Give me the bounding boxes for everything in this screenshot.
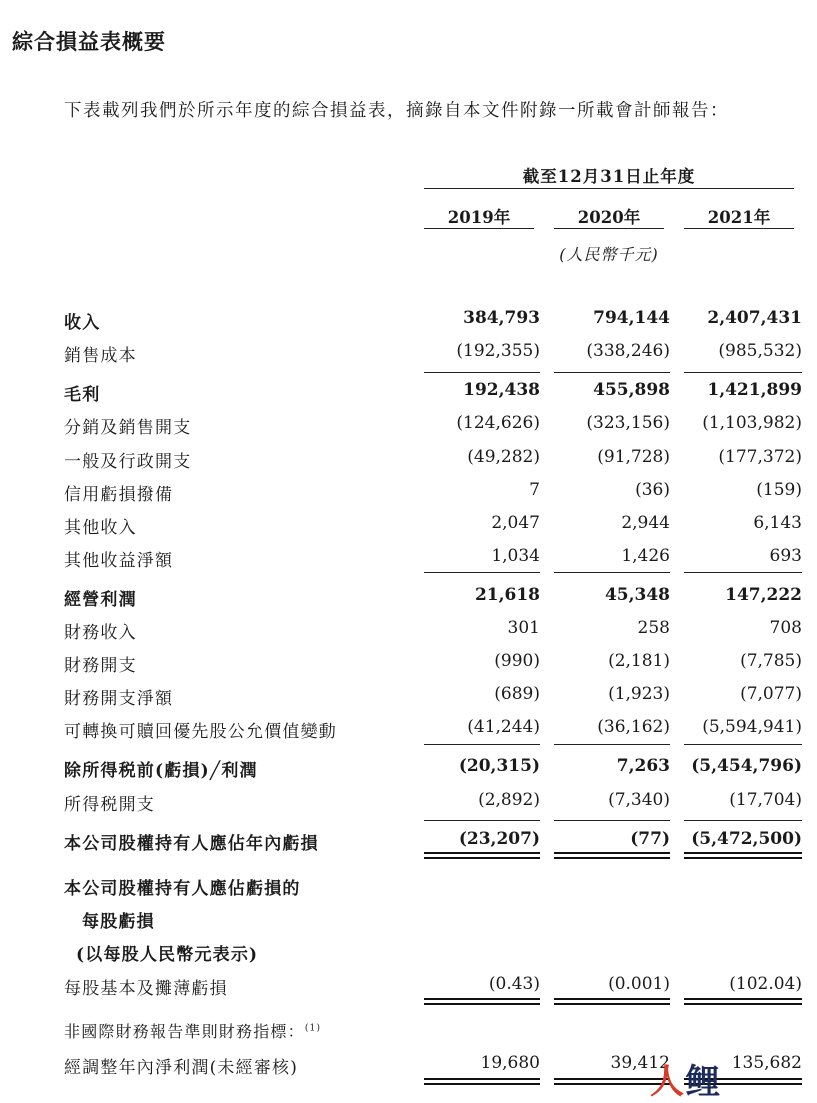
eps-heading-line2: 每股虧損 xyxy=(82,912,155,932)
row-value-2019: (990) xyxy=(494,651,540,671)
row-label: 一般及行政開支 xyxy=(64,452,192,472)
row-label: 財務開支 xyxy=(64,656,137,676)
row-value-2020: (36,162) xyxy=(597,717,670,737)
row-label: 本公司股權持有人應佔年內虧損 xyxy=(64,834,319,854)
section-title: 綜合損益表概要 xyxy=(12,30,166,54)
row-value-2021: 147,222 xyxy=(725,585,802,605)
non-ifrs-heading xyxy=(64,1019,321,1042)
row-value-2019: (124,626) xyxy=(456,413,540,433)
row-value-2021: (1,103,982) xyxy=(702,413,802,433)
adjusted-net-profit-label: 經調整年內淨利潤(未經審核) xyxy=(64,1058,299,1078)
row-label: 其他收入 xyxy=(64,518,137,538)
row-label: 銷售成本 xyxy=(64,346,137,366)
row-value-2020: 455,898 xyxy=(593,380,670,400)
eps-heading-line3: (以每股人民幣元表示) xyxy=(76,945,259,965)
eps-heading-line1: 本公司股權持有人應佔虧損的 xyxy=(64,879,301,899)
watermark-part2: 鲤 xyxy=(686,1062,722,1102)
year-underline xyxy=(424,228,534,229)
eps-double-rule xyxy=(554,998,670,1005)
row-label: 財務開支淨額 xyxy=(64,689,174,709)
row-value-2020: 7,263 xyxy=(616,756,670,776)
row-value-2019: (23,207) xyxy=(458,829,540,849)
period-underline xyxy=(424,188,794,189)
adjusted-profit-2020: 39,412 xyxy=(610,1053,670,1073)
year-underline xyxy=(684,228,794,229)
row-value-2019: 301 xyxy=(507,618,540,638)
total-double-rule xyxy=(424,852,540,859)
row-value-2019: (689) xyxy=(494,684,540,704)
row-value-2021: (5,594,941) xyxy=(702,717,802,737)
subtotal-rule xyxy=(684,820,802,821)
row-value-2019: 7 xyxy=(529,480,540,500)
watermark-part1: 人 xyxy=(650,1062,686,1102)
eps-double-rule xyxy=(684,998,802,1005)
row-value-2019: (20,315) xyxy=(458,756,540,776)
footnote-marker: (1) xyxy=(304,1023,322,1034)
watermark-logo xyxy=(650,1054,722,1103)
intro-paragraph: 下表載列我們於所示年度的綜合損益表，摘錄自本文件附錄一所載會計師報告： xyxy=(64,101,729,121)
row-value-2019: (49,282) xyxy=(467,447,540,467)
subtotal-rule xyxy=(424,572,540,573)
row-label: 分銷及銷售開支 xyxy=(64,418,192,438)
year-2019-header: 2019年 xyxy=(447,208,511,227)
row-label: 信用虧損撥備 xyxy=(64,485,174,505)
non-ifrs-heading-text: 非國際財務報告準則財務指標： xyxy=(64,1022,305,1041)
adjusted-double-rule xyxy=(424,1078,540,1085)
year-2021-header: 2021年 xyxy=(707,208,771,227)
row-value-2020: 45,348 xyxy=(604,585,670,605)
total-double-rule xyxy=(684,852,802,859)
row-value-2021: (985,532) xyxy=(718,341,802,361)
eps-value-2019: (0.43) xyxy=(488,974,540,994)
row-value-2021: 1,421,899 xyxy=(707,380,802,400)
subtotal-rule xyxy=(554,820,670,821)
row-value-2021: (5,454,796) xyxy=(691,756,802,776)
row-value-2019: (41,244) xyxy=(467,717,540,737)
subtotal-rule xyxy=(554,744,670,745)
row-label: 財務收入 xyxy=(64,623,137,643)
row-value-2021: (5,472,500) xyxy=(691,829,802,849)
row-value-2021: (159) xyxy=(756,480,802,500)
row-value-2020: (36) xyxy=(635,480,670,500)
row-value-2021: (7,785) xyxy=(740,651,802,671)
total-double-rule xyxy=(554,852,670,859)
row-value-2020: 258 xyxy=(637,618,670,638)
row-value-2020: (91,728) xyxy=(597,447,670,467)
row-value-2021: (7,077) xyxy=(740,684,802,704)
adjusted-profit-2019: 19,680 xyxy=(480,1053,540,1073)
row-value-2019: 1,034 xyxy=(491,546,540,566)
row-value-2021: 6,143 xyxy=(753,513,802,533)
row-value-2021: 693 xyxy=(769,546,802,566)
row-value-2019: (192,355) xyxy=(456,341,540,361)
row-value-2020: (323,156) xyxy=(586,413,670,433)
row-value-2019: 21,618 xyxy=(474,585,540,605)
subtotal-rule xyxy=(424,372,540,373)
row-value-2020: 794,144 xyxy=(593,308,670,328)
row-label: 所得税開支 xyxy=(64,795,155,815)
subtotal-rule xyxy=(684,572,802,573)
subtotal-rule xyxy=(424,820,540,821)
row-value-2019: (2,892) xyxy=(478,790,540,810)
row-label: 可轉換可贖回優先股公允價值變動 xyxy=(64,722,337,742)
subtotal-rule xyxy=(554,372,670,373)
row-value-2021: 708 xyxy=(769,618,802,638)
eps-value-2020: (0.001) xyxy=(608,974,670,994)
eps-value-2021: (102.04) xyxy=(729,974,802,994)
eps-row-label: 每股基本及攤薄虧損 xyxy=(64,979,228,999)
eps-double-rule xyxy=(424,998,540,1005)
row-value-2020: (2,181) xyxy=(608,651,670,671)
subtotal-rule xyxy=(554,572,670,573)
year-2020-header: 2020年 xyxy=(577,208,641,227)
adjusted-profit-2021: 135,682 xyxy=(731,1053,802,1073)
row-value-2021: 2,407,431 xyxy=(707,308,802,328)
row-value-2021: (17,704) xyxy=(729,790,802,810)
row-label: 毛利 xyxy=(64,385,101,405)
period-header: 截至12月31日止年度 xyxy=(522,167,696,186)
row-value-2019: 192,438 xyxy=(463,380,540,400)
row-label: 經營利潤 xyxy=(64,590,137,610)
row-value-2020: 2,944 xyxy=(621,513,670,533)
row-label: 其他收益淨額 xyxy=(64,551,174,571)
row-value-2020: (1,923) xyxy=(608,684,670,704)
row-label: 收入 xyxy=(64,313,101,333)
subtotal-rule xyxy=(684,372,802,373)
row-value-2020: 1,426 xyxy=(621,546,670,566)
row-label: 除所得税前(虧損)╱利潤 xyxy=(64,761,258,781)
currency-unit: (人民幣千元) xyxy=(559,245,659,264)
row-value-2020: (338,246) xyxy=(586,341,670,361)
subtotal-rule xyxy=(684,744,802,745)
row-value-2020: (77) xyxy=(630,829,670,849)
row-value-2019: 2,047 xyxy=(491,513,540,533)
row-value-2021: (177,372) xyxy=(718,447,802,467)
year-underline xyxy=(554,228,664,229)
subtotal-rule xyxy=(424,744,540,745)
row-value-2020: (7,340) xyxy=(608,790,670,810)
row-value-2019: 384,793 xyxy=(463,308,540,328)
